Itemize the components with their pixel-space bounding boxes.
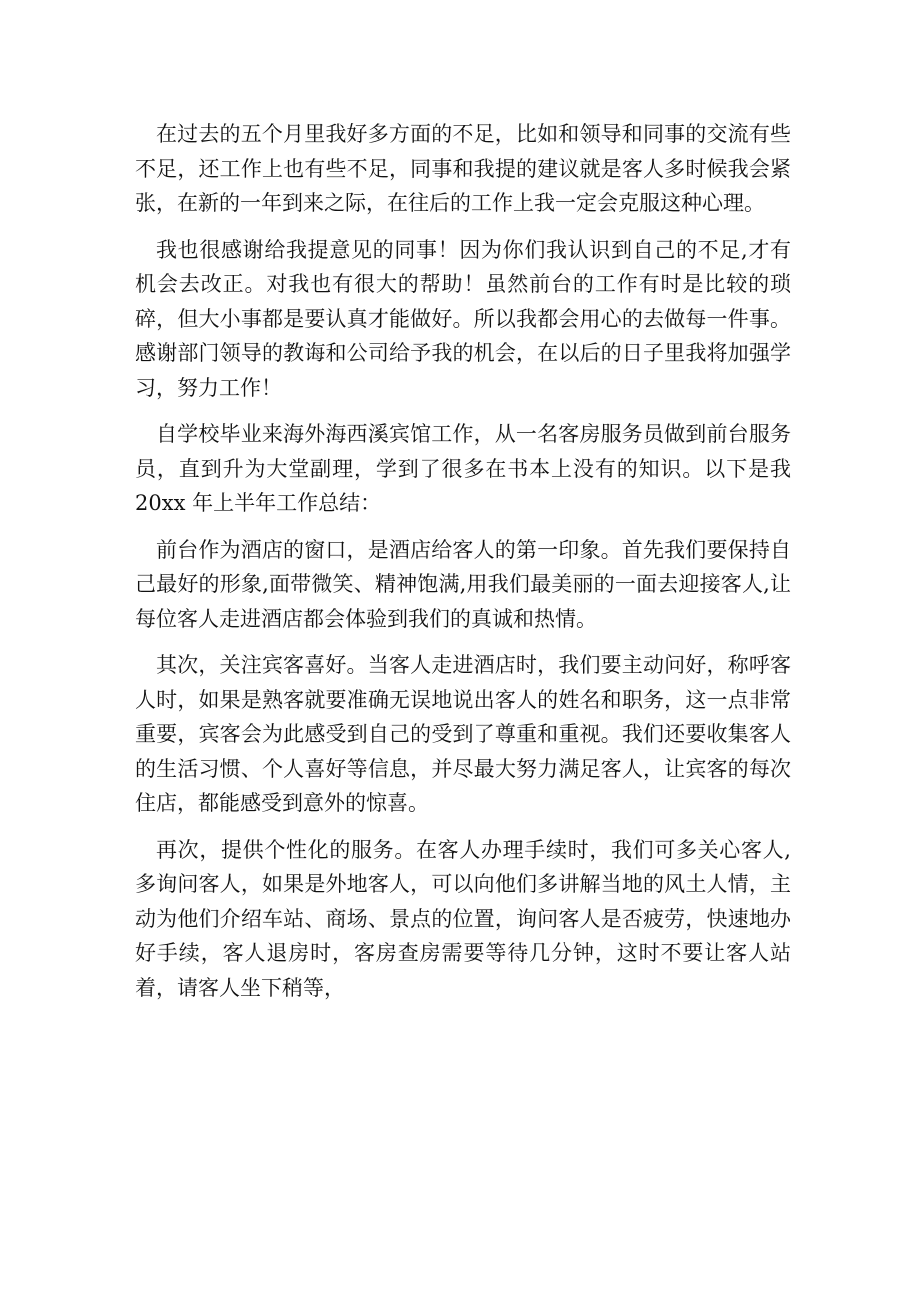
paragraph-front-desk-image: 前台作为酒店的窗口，是酒店给客人的第一印象。首先我们要保持自己最好的形象,面带微笑、精神饱满,用我们最美丽的一面去迎接客人,让每位客人走进酒店都会体验到我们的真诚和热情。 (135, 537, 791, 631)
paragraph-guest-preferences: 其次，关注宾客喜好。当客人走进酒店时，我们要主动问好，称呼客人时，如果是熟客就要准确无误地说出客人的姓名和职务，这一点非常重要，宾客会为此感受到自己的受到了尊重和重视。我们还要收集客人的生活习惯、个人喜好等信息，并尽最大努力满足客人，让宾客的每次住店，都能感受到意外的惊喜。 (135, 653, 791, 815)
paragraph-personalized-service: 再次，提供个性化的服务。在客人办理手续时，我们可多关心客人,多询问客人，如果是外地客人，可以向他们多讲解当地的风土人情，主动为他们介绍车站、商场、景点的位置，询问客人是否疲劳，快速地办好手续，客人退房时，客房查房需要等待几分钟，这时不要让客人站着，请客人坐下稍等， (135, 837, 791, 1000)
paragraph-thanks: 我也很感谢给我提意见的同事！因为你们我认识到自己的不足,才有机会去改正。对我也有很大的帮助！虽然前台的工作有时是比较的琐碎，但大小事都是要认真才能做好。所以我都会用心的去做每一件事。感谢部门领导的教诲和公司给予我的机会，在以后的日子里我将加强学习，努力工作！ (135, 237, 791, 400)
paragraph-career-intro: 自学校毕业来海外海西溪宾馆工作，从一名客房服务员做到前台服务员，直到升为大堂副理，学到了很多在书本上没有的知识。以下是我 20xx 年上半年工作总结： (135, 422, 791, 515)
document-body (135, 117, 791, 1017)
paragraph-self-assessment: 在过去的五个月里我好多方面的不足，比如和领导和同事的交流有些不足，还工作上也有些不足，同事和我提的建议就是客人多时候我会紧张，在新的一年到来之际，在往后的工作上我一定会克服这种心理。 (135, 122, 791, 215)
